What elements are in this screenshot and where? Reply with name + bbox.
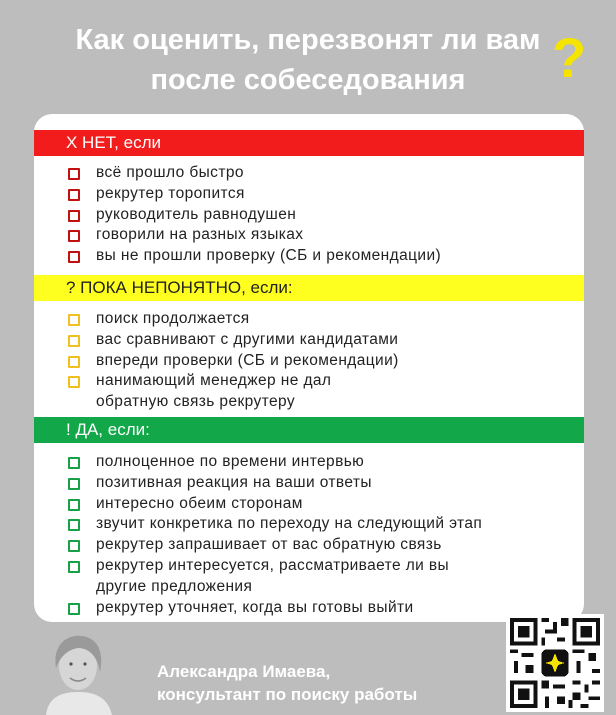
list-item-continuation: другие предложения <box>96 577 253 595</box>
author-role: консультант по поиску работы <box>157 685 418 704</box>
page-title <box>0 20 616 100</box>
checkbox-icon <box>68 230 80 242</box>
list-item: звучит конкретика по переходу на следующий этап <box>62 514 482 535</box>
section-no-list <box>62 163 441 267</box>
checkbox-icon <box>68 335 80 347</box>
checkbox-icon <box>68 314 80 326</box>
list-item: вас сравнивают с другими кандидатами <box>62 330 399 351</box>
checkbox-icon <box>68 603 80 615</box>
checkbox-icon <box>68 189 80 201</box>
list-item: говорили на разных языках <box>62 225 441 246</box>
author-name: Александра Имаева, <box>157 662 331 681</box>
list-item: поиск продолжается <box>62 309 399 330</box>
author-photo <box>38 628 118 715</box>
list-item: впереди проверки (СБ и рекомендации) <box>62 351 399 372</box>
list-item-continuation: обратную связь рекрутеру <box>96 393 295 411</box>
question-mark-icon: ? <box>552 26 587 89</box>
checkbox-icon <box>68 376 80 388</box>
section-unclear-header: ? ПОКА НЕПОНЯТНО, если: <box>34 275 584 301</box>
list-item: всё прошло быстро <box>62 163 441 184</box>
checkbox-icon <box>68 561 80 573</box>
author-caption <box>157 660 417 706</box>
list-item: рекрутер интересуется, рассматриваете ли вы <box>62 556 482 577</box>
list-item: рекрутер запрашивает от вас обратную связь <box>62 535 482 556</box>
checkbox-icon <box>68 540 80 552</box>
checkbox-icon <box>68 478 80 490</box>
list-item: нанимающий менеджер не дал <box>62 371 399 392</box>
checkbox-icon <box>68 168 80 180</box>
checkbox-icon <box>68 210 80 222</box>
list-item: рекрутер уточняет, когда вы готовы выйти <box>62 598 482 619</box>
list-item: полноценное по времени интервью <box>62 452 482 473</box>
title-line-1: Как оценить, перезвонят ли вам <box>75 24 541 56</box>
checkbox-icon <box>68 457 80 469</box>
list-item: рекрутер торопится <box>62 184 441 205</box>
list-item: интересно обеим сторонам <box>62 494 482 515</box>
qr-code[interactable] <box>506 614 604 712</box>
checkbox-icon <box>68 251 80 263</box>
list-item: позитивная реакция на ваши ответы <box>62 473 482 494</box>
section-unclear-list <box>62 309 399 413</box>
checkbox-icon <box>68 356 80 368</box>
title-line-2: после собеседования <box>150 64 466 96</box>
checkbox-icon <box>68 519 80 531</box>
section-yes-header: ! ДА, если: <box>34 417 584 443</box>
section-yes-list <box>62 452 482 618</box>
list-item: руководитель равнодушен <box>62 205 441 226</box>
list-item: вы не прошли проверку (СБ и рекомендации) <box>62 246 441 267</box>
section-no-header: X НЕТ, если <box>34 130 584 156</box>
checkbox-icon <box>68 499 80 511</box>
